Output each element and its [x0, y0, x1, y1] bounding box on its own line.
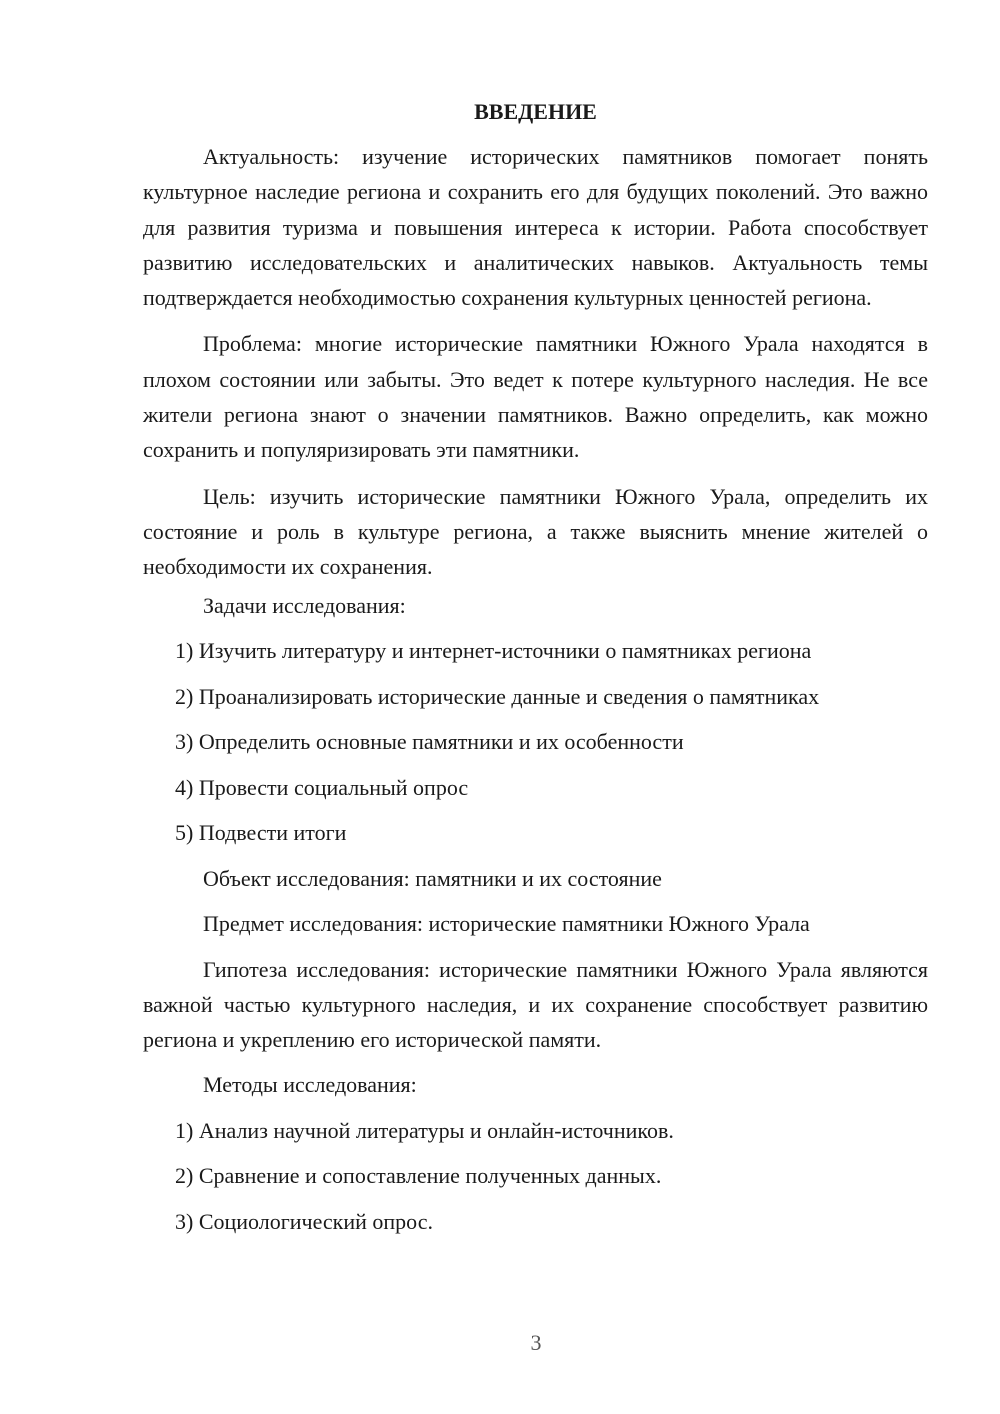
methods-heading: Методы исследования: — [203, 1072, 417, 1098]
task-item: 3) Определить основные памятники и их особенности — [175, 729, 684, 755]
research-object: Объект исследования: памятники и их состояние — [203, 865, 662, 891]
page-content — [143, 94, 928, 1249]
hypothesis-paragraph: Гипотеза исследования: исторические памятники Южного Урала являются важной частью культурного наследия, и их сохранение способствует развитию региона и укреплению его исторической памяти. — [143, 956, 928, 1053]
problem-paragraph: Проблема: многие исторические памятники Южного Урала находятся в плохом состоянии или забыты. Это ведет к потере культурного наследия. Не все жители региона знают о значении памятников. Важно определить, как можно сохранить и популяризировать эти памятники. — [143, 331, 928, 463]
relevance-paragraph: Актуальность: изучение исторических памятников помогает понять культурное наследие региона и сохранить его для будущих поколений. Это важно для развития туризма и повышения интереса к истории. Работа способствует развитию исследовательских и аналитических навыков. Актуальность темы подтверждается необходимостью сохранения культурных ценностей региона. — [143, 144, 928, 311]
research-subject: Предмет исследования: исторические памятники Южного Урала — [203, 911, 810, 937]
method-item: 1) Анализ научной литературы и онлайн-источников. — [175, 1117, 674, 1143]
section-title: ВВЕДЕНИЕ — [474, 99, 597, 124]
task-item: 1) Изучить литературу и интернет-источники о памятниках региона — [175, 638, 812, 664]
method-item: 2) Сравнение и сопоставление полученных данных. — [175, 1163, 662, 1189]
tasks-heading: Задачи исследования: — [203, 592, 406, 618]
task-item: 4) Провести социальный опрос — [175, 774, 469, 800]
goal-paragraph: Цель: изучить исторические памятники Южного Урала, определить их состояние и роль в культуре региона, а также выяснить мнение жителей о необходимости их сохранения. — [143, 483, 928, 580]
task-item: 2) Проанализировать исторические данные и сведения о памятниках — [175, 683, 820, 709]
task-item: 5) Подвести итоги — [175, 820, 347, 846]
page-number: 3 — [530, 1330, 542, 1355]
method-item: 3) Социологический опрос. — [175, 1208, 433, 1234]
